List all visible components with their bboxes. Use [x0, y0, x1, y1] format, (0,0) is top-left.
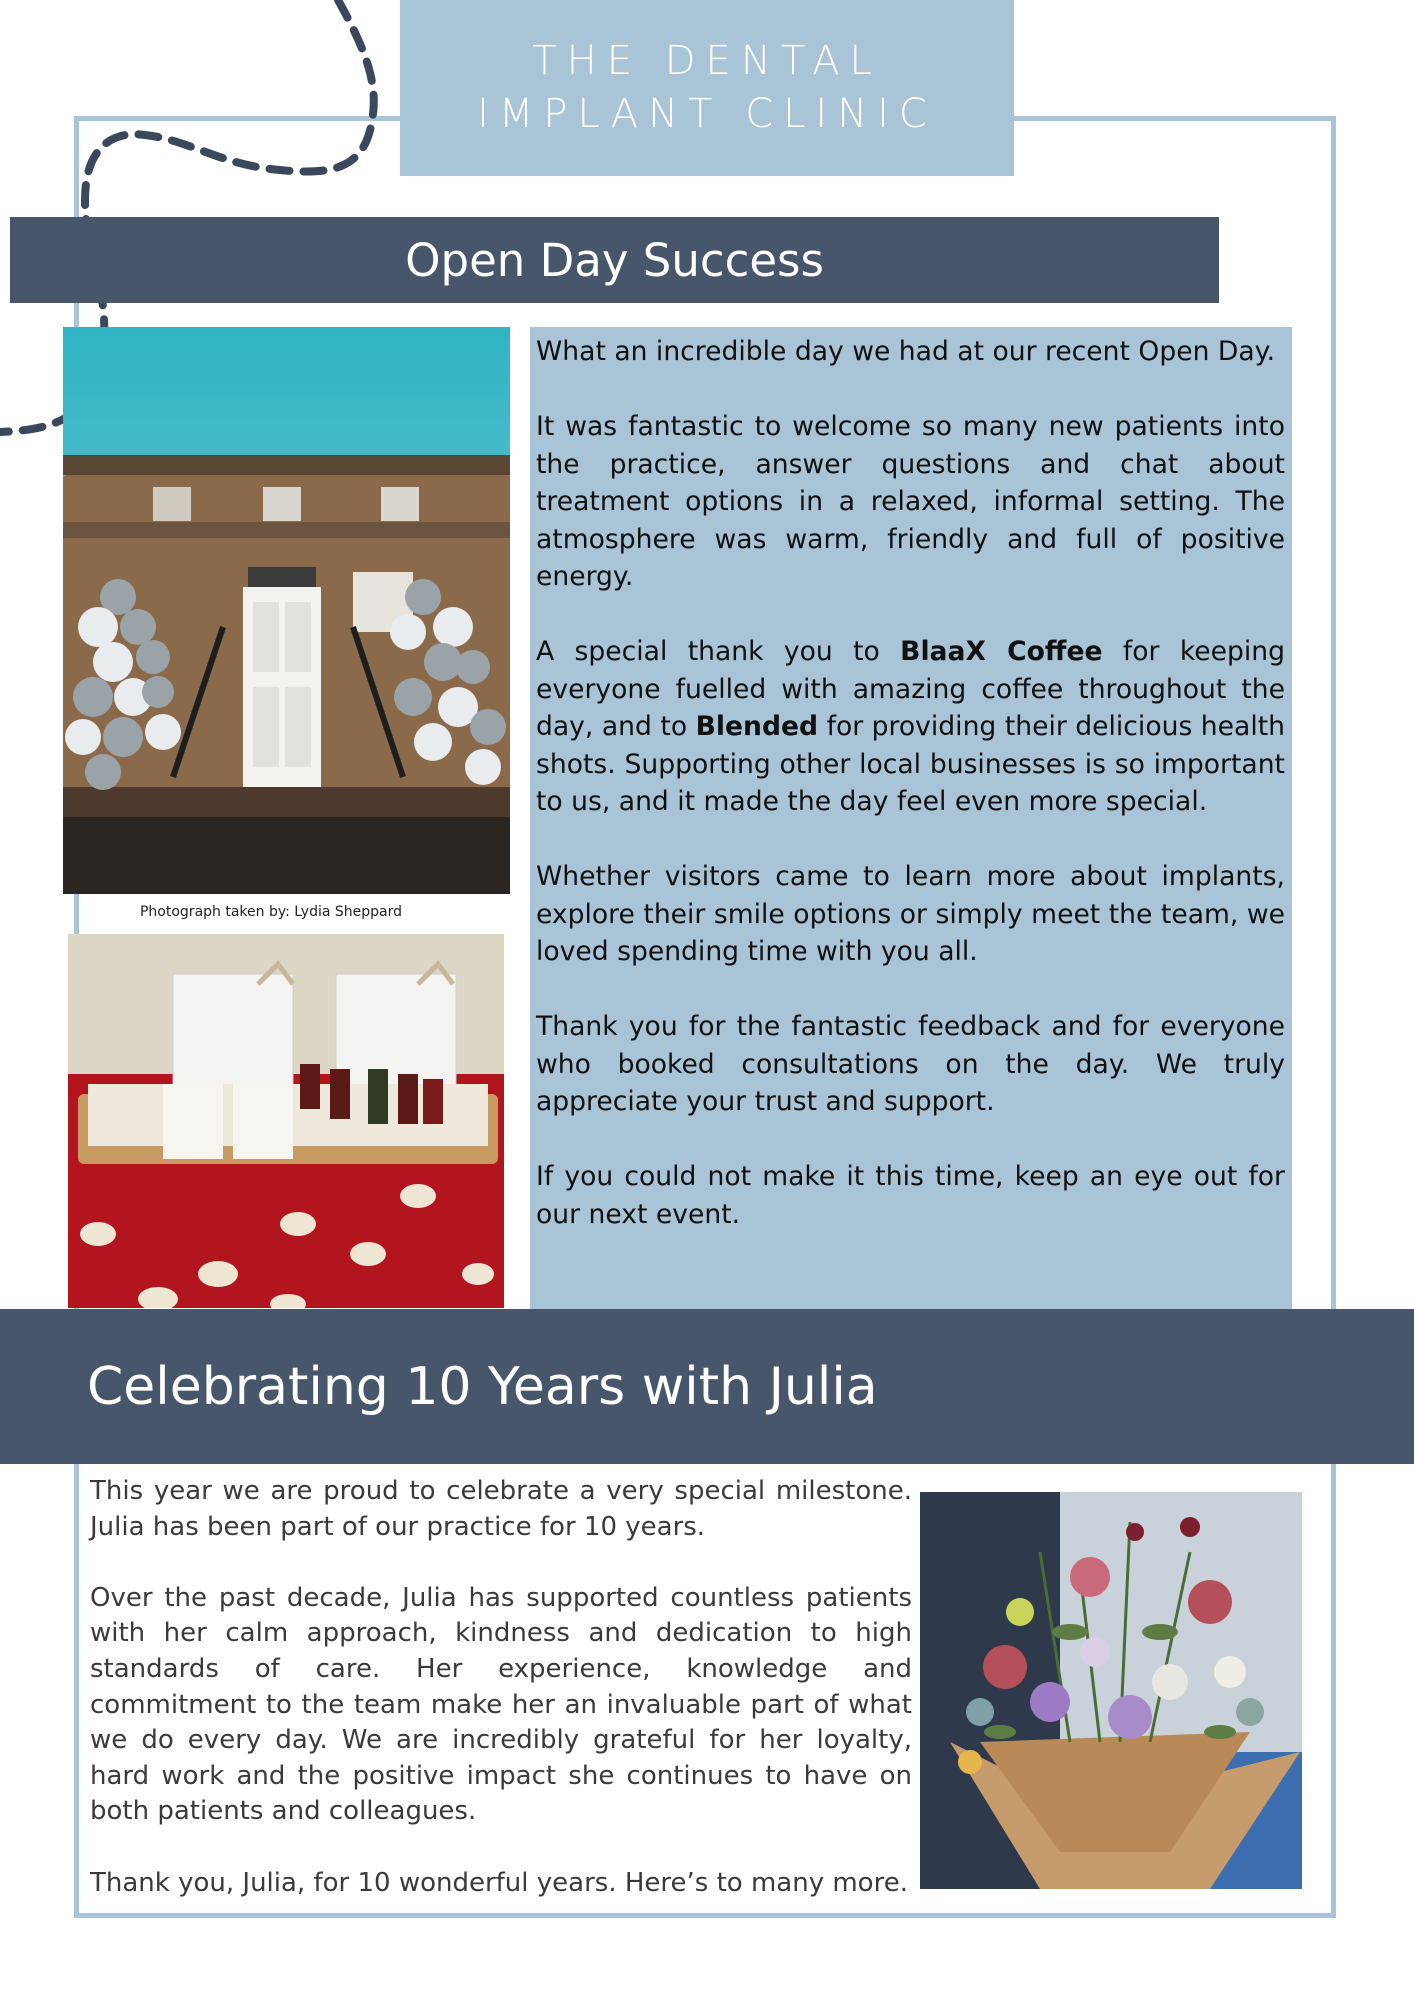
paragraph: It was fantastic to welcome so many new patients into the practice, answer questions and chat about treatment options in a relaxed, informal setting. The atmosphere was warm, friendly and full of positive energy.: [536, 411, 1285, 592]
sponsor-name-coffee: BlaaX Coffee: [900, 636, 1103, 667]
text-run: for keeping everyone fuelled with amazing coffee throughout the day, and to: [536, 636, 1285, 742]
paragraph: What an incredible day we had at our recent Open Day.: [536, 336, 1276, 367]
text-run: A special thank you to: [536, 636, 901, 667]
flower-bouquet-photo: [920, 1492, 1302, 1889]
clinic-header: [400, 0, 1014, 176]
clinic-building-photo: [63, 327, 510, 894]
section-title-bar: [10, 217, 1219, 303]
julia-article: [90, 1474, 912, 1901]
open-day-article: [536, 333, 1285, 1233]
paragraph: Thank you for the fantastic feedback and for everyone who booked consultations on the day. We truly appreciate your trust and support.: [536, 1011, 1285, 1117]
paragraph: If you could not make it this time, keep an eye out for our next event.: [536, 1161, 1285, 1230]
section-title-bar: [0, 1309, 1414, 1464]
open-day-table-photo: [68, 934, 504, 1308]
paragraph: Over the past decade, Julia has supported countless patients with her calm approach, kindness and dedication to high standards of care. Her experience, knowledge and commitment to the team make her an invaluable part of what we do every day. We are incredibly grateful for her loyalty, hard work and the positive impact she continues to have on both patients and colleagues.: [90, 1582, 912, 1827]
section-title: Celebrating 10 Years with Julia: [87, 1356, 878, 1417]
text-run: for providing their delicious health shots. Supporting other local businesses is so important to us, and it made the day feel even more special.: [536, 711, 1285, 817]
paragraph: [536, 633, 1285, 821]
paragraph: Thank you, Julia, for 10 wonderful years. Here’s to many more.: [90, 1867, 908, 1898]
sponsor-name-blended: Blended: [695, 711, 819, 742]
section-title: Open Day Success: [405, 233, 824, 287]
paragraph: Whether visitors came to learn more about implants, explore their smile options or simply meet the team, we loved spending time with you all.: [536, 861, 1285, 967]
photo-caption: Photograph taken by: Lydia Sheppard: [139, 904, 403, 920]
clinic-name-line1: THE DENTAL: [532, 38, 882, 84]
paragraph: This year we are proud to celebrate a very special milestone. Julia has been part of our practice for 10 years.: [90, 1476, 912, 1542]
clinic-name-line2: IMPLANT CLINIC: [477, 91, 937, 137]
